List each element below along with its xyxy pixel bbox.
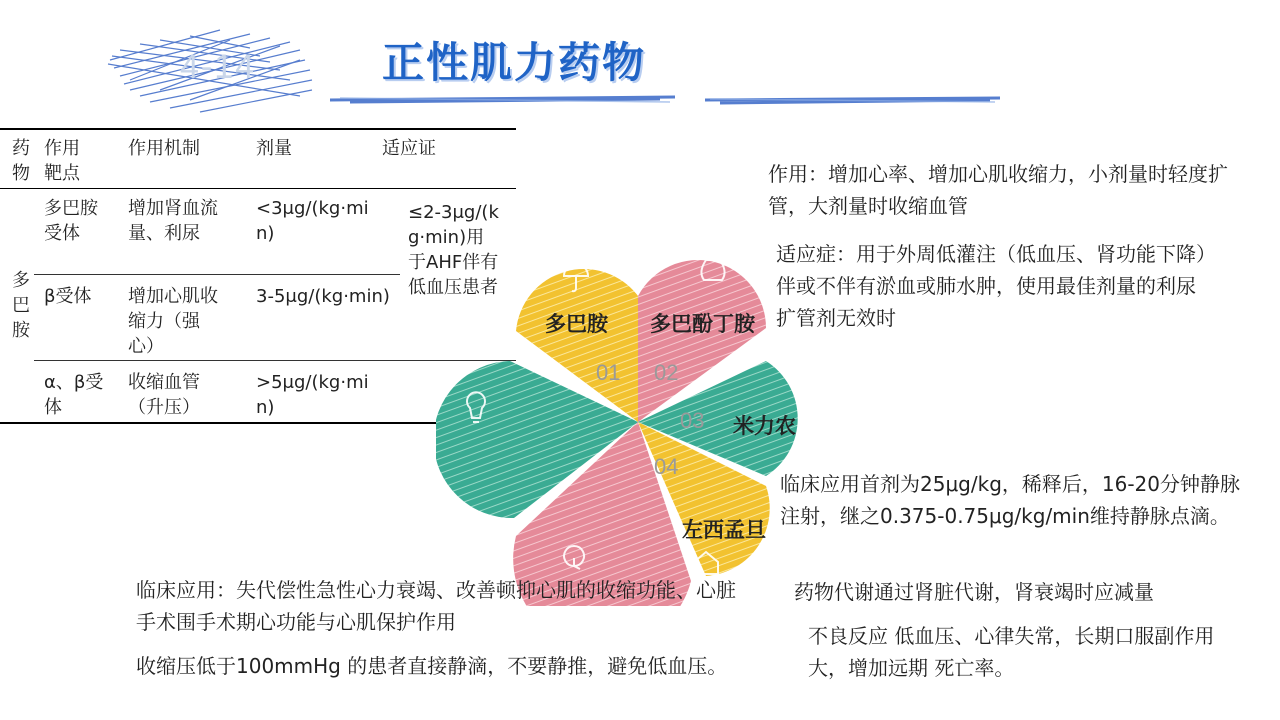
- dobutamine-effect-text: 作用：增加心率、增加心肌收缩力，小剂量时轻度扩管，大剂量时收缩血管: [768, 162, 1228, 218]
- levosimendan-metabolism-text: 药物代谢通过肾脏代谢，肾衰竭时应减量: [794, 580, 1154, 604]
- header-target: 作用靶点: [44, 138, 80, 184]
- levosimendan-clinical-text: 临床应用首剂为25μg/kg，稀释后，16-20分钟静脉注射，继之0.375-0.75μg/kg/min维持静脉点滴。: [780, 472, 1240, 528]
- slide-number: 4-14: [180, 48, 257, 86]
- title-underline-decoration: [330, 88, 1010, 108]
- drug-group-dopamine: 多巴胺: [12, 270, 30, 341]
- graduation-cap-icon: [806, 416, 830, 434]
- levosimendan-adverse-text: 不良反应 低血压、心律失常，长期口服副作用大，增加远期 死亡率。: [808, 624, 1215, 680]
- header-mechanism: 作用机制: [128, 138, 200, 159]
- petal-label-dopamine: 多巴胺: [545, 311, 608, 336]
- page-title: 正性肌力药物: [382, 38, 647, 87]
- milrinone-caution-text: 收缩压低于100mmHg 的患者直接静滴，不要静推，避免低血压。: [136, 654, 728, 678]
- row3-dose: >5μg/(kg·min): [256, 372, 369, 418]
- dobutamine-indication-text: 适应症：用于外周低灌注（低血压、肾功能下降）伴或不伴有淤血或肺水肿，使用最佳剂量的利尿扩管剂无效时: [776, 242, 1206, 330]
- petal-num-04: 04: [654, 454, 679, 479]
- row1-mechanism: 增加肾血流量、利尿: [128, 198, 218, 244]
- row1-dose: <3μg/(kg·min): [256, 198, 369, 244]
- row1-divider: [34, 274, 400, 275]
- row1-target: 多巴胺受体: [44, 198, 98, 244]
- header-bottom-rule: [0, 188, 516, 189]
- row3-target: α、β受体: [44, 372, 104, 418]
- row2-dose: 3-5μg/(kg·min): [256, 286, 390, 307]
- milrinone-clinical-text: 临床应用：失代偿性急性心力衰竭、改善顿抑心肌的收缩功能、心脏手术围手术期心功能与心肌保护作用: [136, 578, 736, 634]
- row2-target: β受体: [44, 286, 92, 307]
- petal-label-dobutamine: 多巴酚丁胺: [650, 311, 755, 336]
- petal-label-levosimendan: 左西孟旦: [682, 517, 766, 542]
- petal-num-03: 03: [680, 408, 705, 433]
- indication-cell: ≤2-3μg/(kg·min)用于AHF伴有低血压患者: [408, 202, 499, 298]
- header-dose: 剂量: [256, 138, 292, 159]
- row3-mechanism: 收缩血管（升压）: [128, 372, 200, 418]
- header-drug: 药物: [12, 138, 30, 184]
- header-indication: 适应证: [382, 138, 436, 159]
- petal-num-01: 01: [596, 360, 621, 385]
- petal-num-02: 02: [654, 360, 679, 385]
- row2-mechanism: 增加心肌收缩力（强心）: [128, 286, 218, 357]
- table-top-rule: [0, 128, 516, 130]
- petal-label-milrinone: 米力农: [733, 413, 796, 438]
